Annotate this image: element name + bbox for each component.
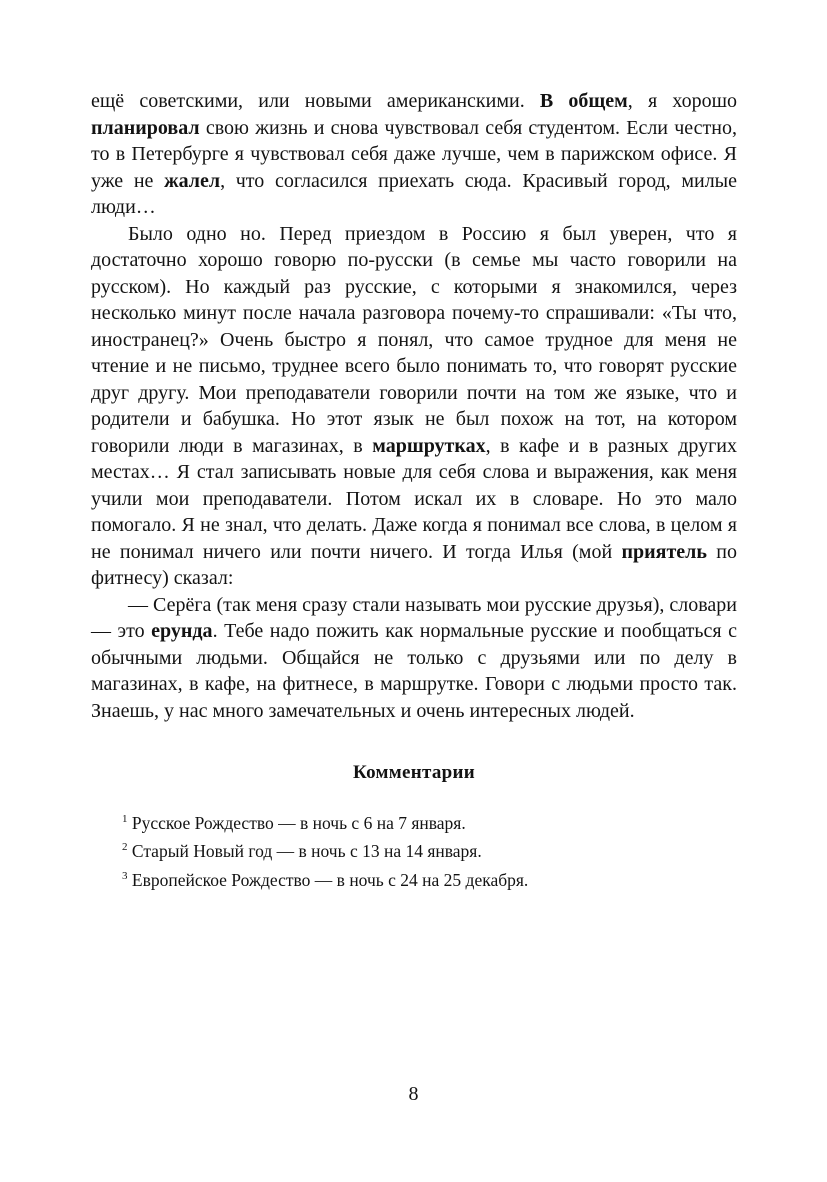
page-number: 8 — [408, 1083, 419, 1105]
text-block — [91, 88, 737, 894]
footnote-marker: 2 — [122, 841, 128, 854]
footnote — [122, 809, 737, 838]
comments-heading: Комментарии — [352, 762, 476, 783]
paragraphs — [91, 88, 737, 724]
paragraph: — Серёга (так меня сразу стали называть мои русские друзья), словари — это ерунда. Тебе надо пожить как нормальные русские и пообщаться с обычными людьми. Общайся не только с друзьями или по делу в магазинах, в кафе, на фитнесе, в маршрутке. Говори с людьми просто так. Знаешь, у нас много замечательных и очень интересных людей. — [91, 593, 738, 722]
footnote-text: Европейское Рождество — в ночь с 24 на 25 декабря. — [127, 869, 529, 890]
footnote — [122, 866, 737, 895]
footnote — [122, 837, 737, 866]
footnote-marker: 1 — [122, 812, 128, 825]
paragraph: Было одно но. Перед приездом в Россию я был уверен, что я достаточно хорошо говорю по-русски (в семье мы часто говорили на русском). Но каждый раз русские, с которыми я знакомился, через несколько минут после начала разговора почему-то спрашивали: «Ты что, иностранец?» Очень быстро я понял, что самое трудное для меня не чтение и не письмо, труднее всего было понимать то, что говорят русские друг другу. Мои преподаватели говорили почти на том же языке, что и родители и бабушка. Но этот язык не был похож на тот, на котором говорили люди в магазинах, в маршрутках, в кафе и в разных других местах… Я стал записывать новые для себя слова и выражения, как меня учили мои преподаватели. Потом искал их в словаре. Но это мало помогало. Я не знал, что делать. Даже когда я понимал все слова, в целом я не понимал ничего или почти ничего. И тогда Илья (мой приятель по фитнесу) сказал: — [91, 222, 738, 589]
footnote-marker: 3 — [122, 869, 128, 882]
footnote-text: Русское Рождество — в ночь с 6 на 7 января. — [127, 812, 466, 833]
paragraph: ещё советскими, или новыми американскими. В общем, я хорошо планировал свою жизнь и снова чувствовал себя студентом. Если честно, то в Петербурге я чувствовал себя даже лучше, чем в парижском офисе. Я уже не жалел, что согласился приехать сюда. Красивый город, милые люди… — [91, 90, 737, 218]
footnotes — [122, 809, 737, 895]
footnote-text: Старый Новый год — в ночь с 13 на 14 января. — [127, 841, 482, 861]
